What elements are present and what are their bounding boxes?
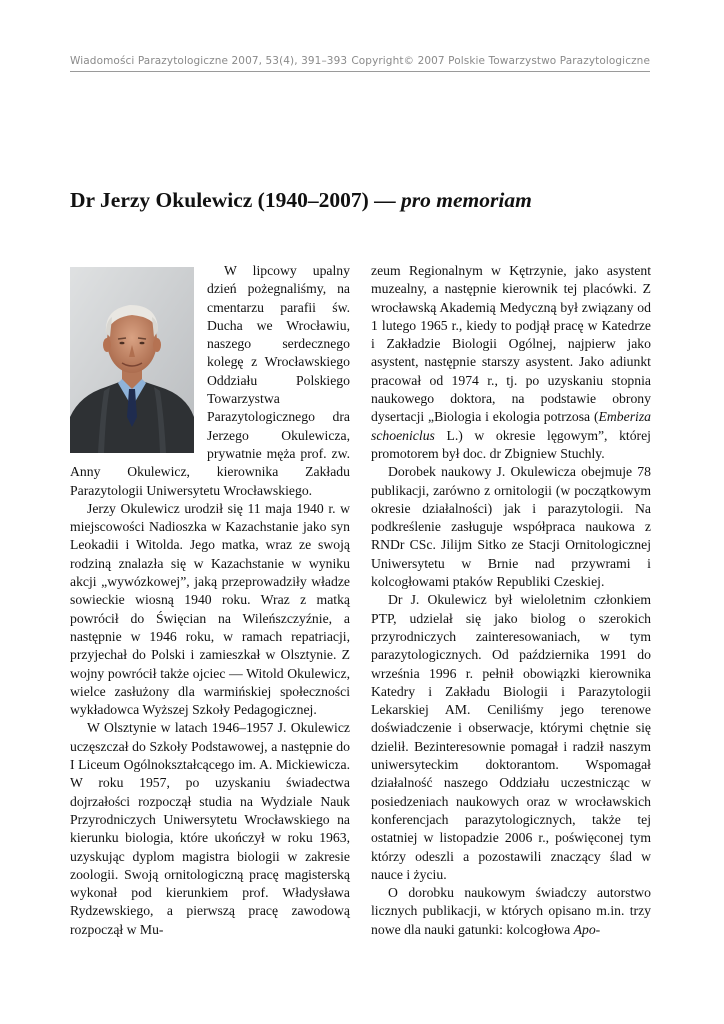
article-title-main: Dr Jerzy Okulewicz (1940–2007) — xyxy=(70,188,401,212)
species-text: O dorobku naukowym świadczy autorstwo licznych publikacji, w których opisano m.in. trzy nowe dla nauki gatunki: kolcogłowa xyxy=(371,885,651,937)
species-name-italic: Apo- xyxy=(573,921,601,937)
education-paragraph: W Olsztynie w latach 1946–1957 J. Okulewicz uczęszczał do Szkoły Podstawowej, a następnie do I Liceum Ogólnokształcącego im. A. Mickiewicza. W roku 1957, po uzyskaniu świadectwa dojrzałości rozpoczął studia na Wydziale Nauk Przyrodniczych Uniwersytetu Wrocławskiego na kierunku biologia, które ukończył w roku 1963, uzyskując dyplom magistra biologii w zakresie zoologii. Swoją ornitologiczną pracę magisterską wykonał pod kierunkiem prof. Władysława Rydzewskiego, a pierwszą pracę zawodową rozpoczął w Mu- xyxy=(70,720,350,937)
birth-paragraph: Jerzy Okulewicz urodził się 11 maja 1940 r. w miejscowości Nadioszka w Kazachstanie jako syn Leokadii i Witolda. Jego matka, wraz ze swoją rodziną znalazła się w Kazachstanie w wyniku akcji „wywózkowej”, jaką przeprowadziły władze sowieckie wiosną 1940 roku. Wraz z matką powrócił do Święcian na Wileńszczyźnie, a następnie w 1946 roku, w ramach repatriacji, przyjechał do Polski i zamieszkał w Olsztynie. Z wojny powrócił także ojciec — Witold Okulewicz, wielce zasłużony dla warmińskiej społeczności wykładowca Wyższej Szkoły Pedagogicznej. xyxy=(70,500,350,718)
publications-paragraph: Dorobek naukowy J. Okulewicza obejmuje 78 publikacji, zarówno z ornitologii (w początkowym okresie działalności) jak i parazytologii. Na podkreślenie zasługuje współpraca naukowa z RNDr CSc. Jilijm Sitko ze Stacji Ornitologicznej Uniwersytetu w Brnie nad przywrami i kolcogłowami ptaków Republiki Czeskiej. xyxy=(371,464,651,590)
left-column xyxy=(70,262,350,939)
species-paragraph xyxy=(371,884,651,939)
right-column xyxy=(371,262,651,939)
running-head xyxy=(70,55,650,72)
intro-paragraph: W lipcowy upalny dzień pożegnaliśmy, na cmentarzu parafii św. Ducha we Wrocławiu, naszego serdecznego kolegę z Wrocławskiego Oddziału Polskiego Towarzystwa Parazytologicznego dra Jerzego Okulewicza, prywatnie męża prof. zw. Anny Okulewicz, kierownika Zakładu Parazytologii Uniwersytetu Wrocławskiego. xyxy=(70,263,350,498)
article-title xyxy=(70,188,670,213)
journal-citation: Wiadomości Parazytologiczne 2007, 53(4), 391–393 xyxy=(70,55,348,67)
copyright-notice: Copyright© 2007 Polskie Towarzystwo Parazytologiczne xyxy=(351,55,650,67)
species-name: Emberiza schoeniclus xyxy=(371,409,651,443)
membership-paragraph: Dr J. Okulewicz był wieloletnim członkiem PTP, udzielał się jako biolog o szerokich przyrodniczych zainteresowaniach, w tym parazytologicznych. Od października 1991 do września 1996 r. pełnił obowiązki kierownika Katedry i Zakładu Biologii i Parazytologii Lekarskiej AM. Ceniliśmy jego terenowe doświadczenie i obserwacje, którymi chętnie się dzielił. Bezinteresownie pomagał i radził naszym uniwersyteckim doktorantom. Wspomagał działalność naszego Oddziału uczestnicząc w posiedzeniach naukowych oraz w wrocławskich konferencjach parazytologicznych, także tej ostatniej w listopadzie 2006 r., poświęconej tym którzy odeszli a pozostawili znaczący ślad w nauce i życiu. xyxy=(371,592,651,882)
article-title-italic: pro memoriam xyxy=(401,188,532,212)
career-text-b: L.) w okresie lęgowym”, której promotorem był doc. dr Zbigniew Stuchly. xyxy=(371,427,651,461)
portrait-photo-icon xyxy=(70,267,194,453)
career-text-a: zeum Regionalnym w Kętrzynie, jako asystent muzealny, a następnie kierownik tej placówki. Z wrocławską Akademią Medyczną był związany od 1 lutego 1965 r., kiedy to podjął pracę w Katedrze i Zakładzie Biologii Ogólnej, najpierw jako asystent, następnie starszy asystent. Jako adiunkt pracował od 1974 r., tj. po uzyskaniu stopnia naukowego doktora, na podstawie obrony dysertacji „Biologia i ekologia potrzosa ( xyxy=(371,263,651,425)
career-paragraph xyxy=(371,262,651,463)
